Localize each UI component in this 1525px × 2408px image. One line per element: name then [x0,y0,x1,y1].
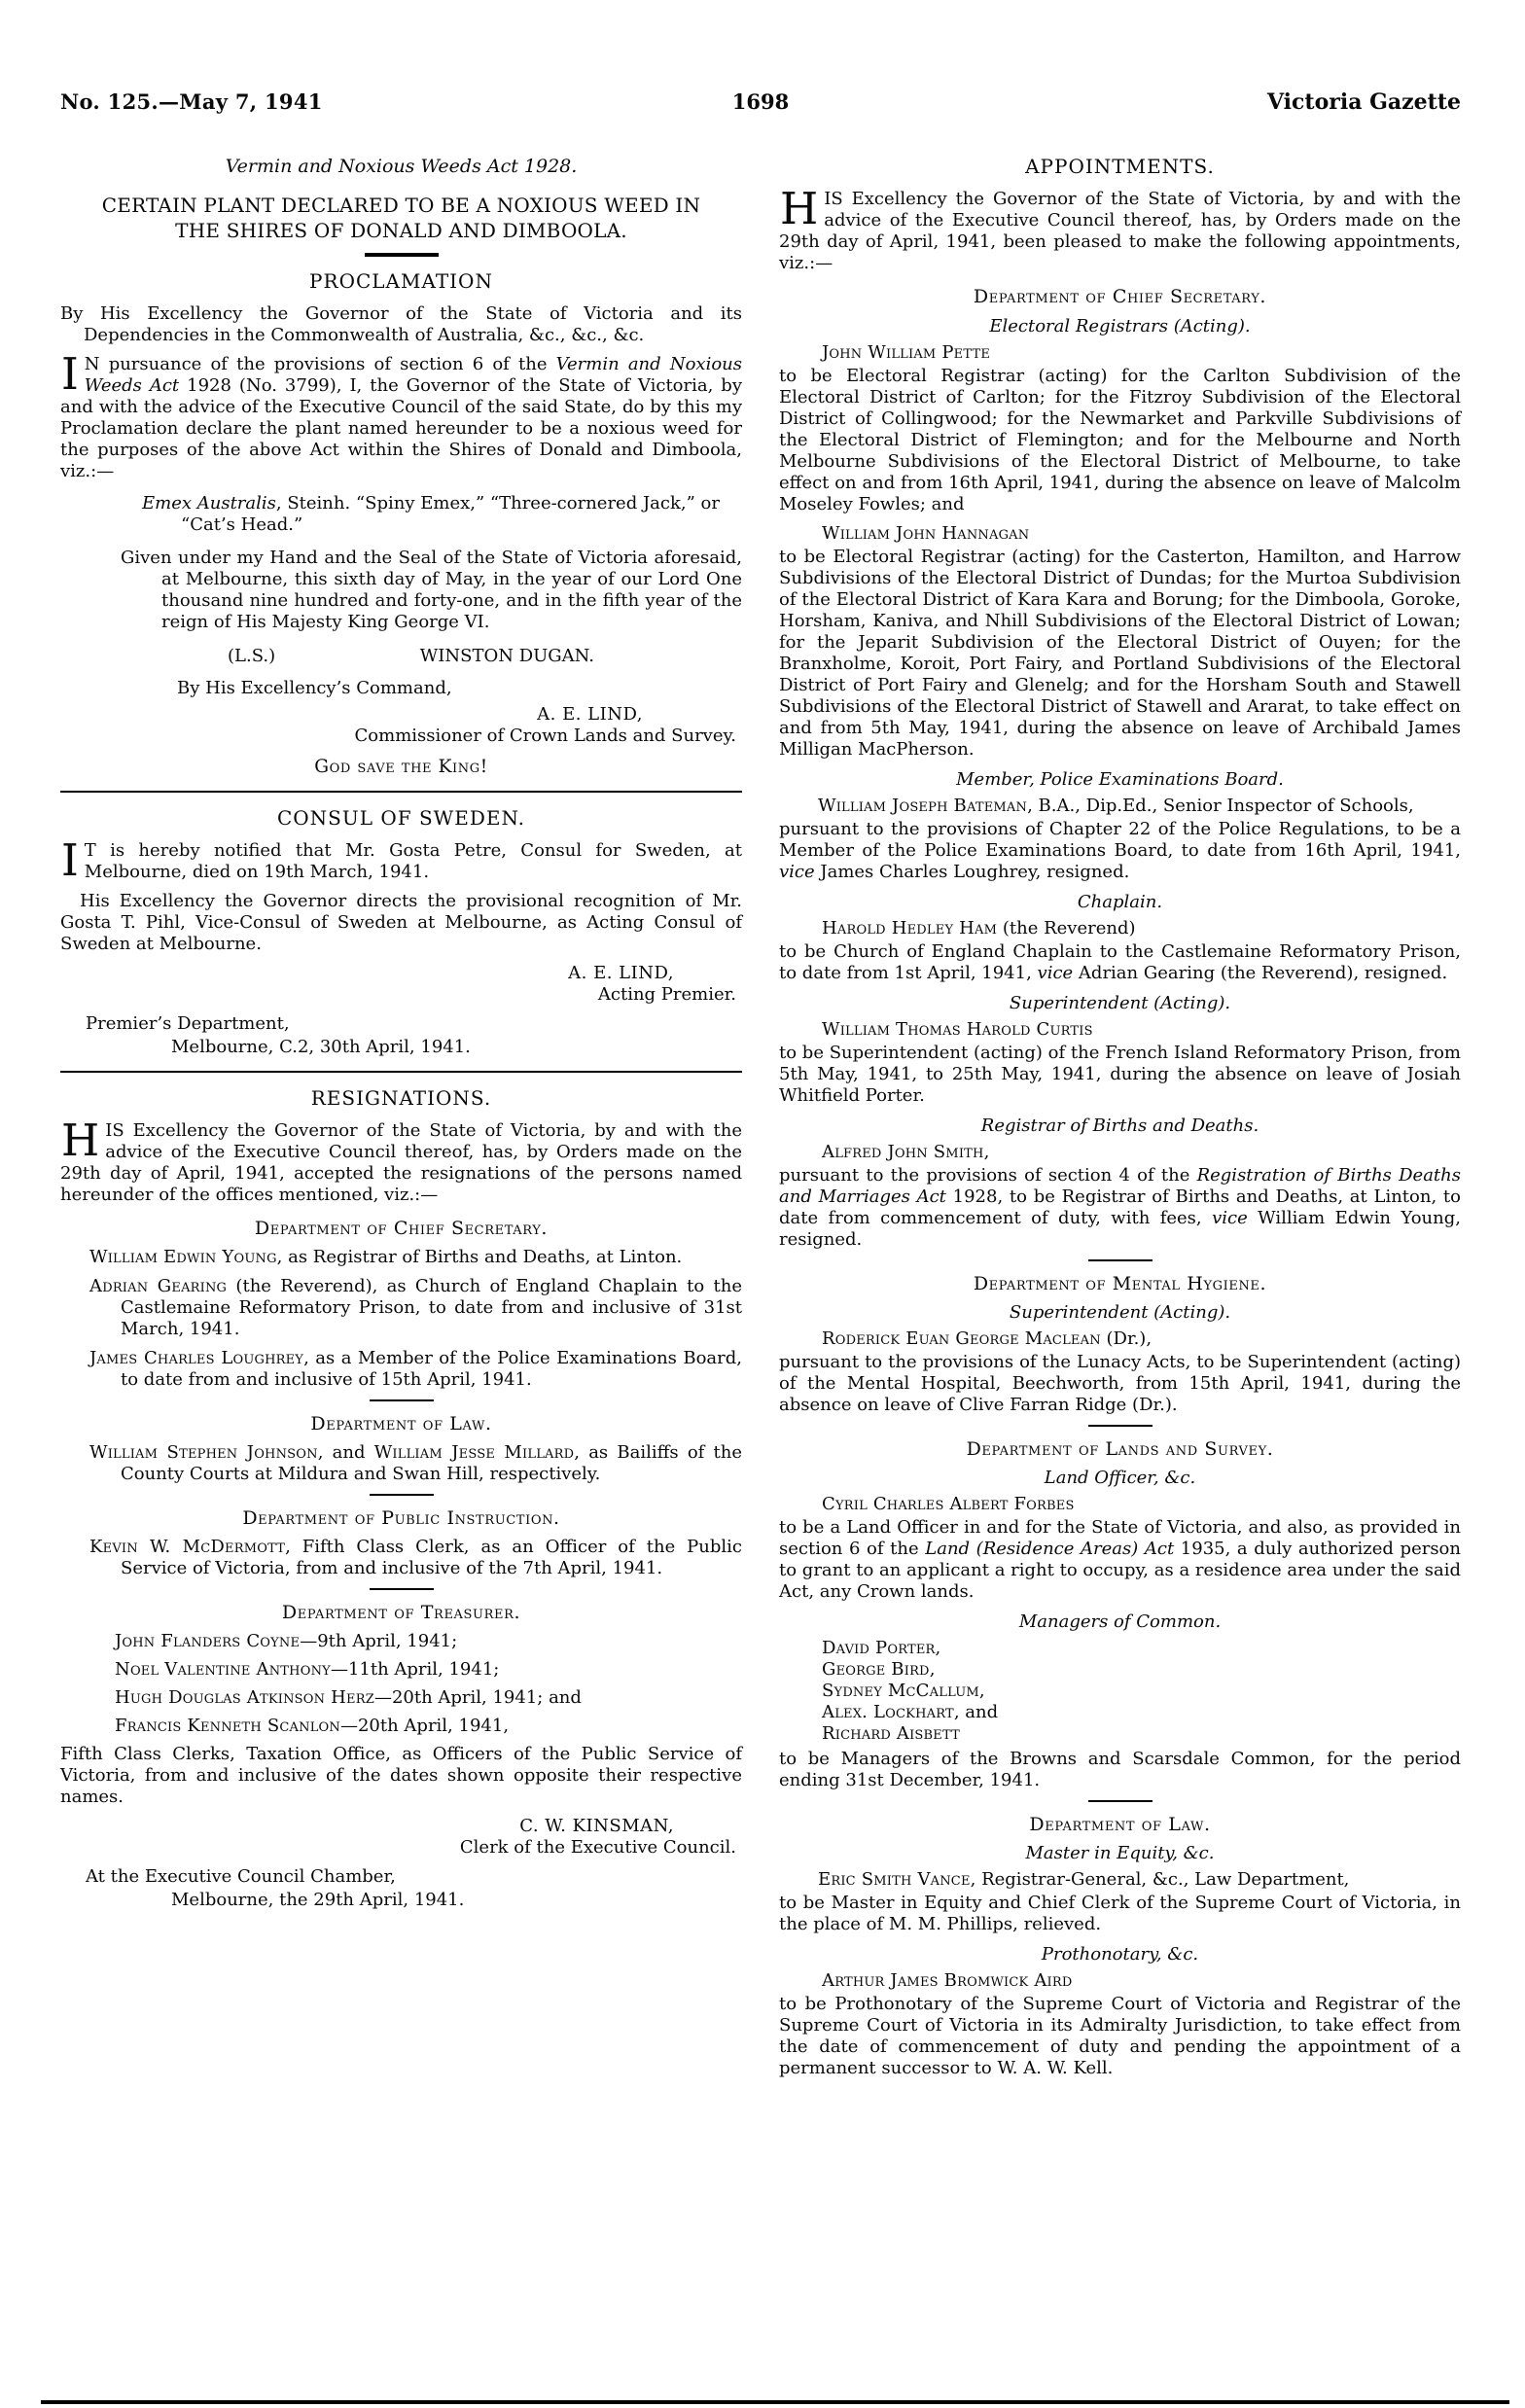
entry-text: , and [317,1442,374,1463]
notice-heading: CERTAIN PLANT DECLARED TO BE A NOXIOUS WEED IN THE SHIRES OF DONALD AND DIMBOOLA. [101,194,701,242]
council-chamber-date: Melbourne, the 29th April, 1941. [171,1890,465,1910]
vice-italic: vice [1037,963,1074,983]
weed-declaration [60,493,742,536]
page-bottom-rule [41,2400,1509,2404]
drop-cap-i: I [61,348,79,400]
resignation-date: —20th April, 1941; and [373,1687,582,1708]
appointee-name: John William Pette [822,342,991,363]
act-name-italic: Land (Residence Areas) Act [925,1539,1175,1559]
governor-signature: WINSTON DUGAN. [419,646,594,666]
appointment-body: to be Superintendent (acting) of the French Island Reformatory Prison, from 5th May, 1941, to 25th May, 1941, during the absence on leave of Josiah Whitfield Porter. [779,1043,1461,1106]
appointee-credentials: , B.A., Dip.Ed., Senior Inspector of Schools, [1027,796,1414,816]
person-name: George Bird [822,1659,930,1680]
resignation-entry [60,1276,742,1340]
appointment-body: to be Master in Equity and Chief Clerk of the Supreme Court of Victoria, in the place of M. M. Phillips, relieved. [779,1893,1461,1934]
weed-common-names: , Steinh. “Spiny Emex,” “Three-cornered Jack,” or “Cat’s Head.” [181,493,720,535]
consul-title: CONSUL OF SWEDEN. [276,806,526,830]
resignation-entry [60,1348,742,1391]
person-name: Hugh Douglas Atkinson Herz [115,1687,374,1708]
dept-heading-chief-secretary: Department of Chief Secretary. [254,1218,549,1239]
appointment-body [779,1165,1461,1251]
signatory-title: Commissioner of Crown Lands and Survey. [354,726,736,746]
name-tail: , [929,1659,936,1680]
entry-text: , as Registrar of Births and Deaths, at Linton. [276,1247,683,1267]
resignation-date: —11th April, 1941; [330,1659,500,1680]
role-heading-registrar-births-deaths: Registrar of Births and Deaths. [980,1115,1259,1136]
dept-heading-mental-hygiene: Department of Mental Hygiene. [973,1273,1267,1294]
manager-name-line [779,1681,1461,1702]
command-line: By His Excellency’s Command, [177,678,452,698]
person-name: Sydney McCallum [822,1681,979,1701]
body-text: pursuant to the provisions of Chapter 22 of the Police Regulations, to be a Member of the Police Examinations Board, to date from 16th April, 1941, [779,819,1461,861]
role-heading-land-officer: Land Officer, &c. [1044,1468,1196,1488]
appointment-body: to be Managers of the Browns and Scarsdale Common, for the period ending 31st December, 1941. [779,1749,1461,1790]
council-chamber-line: At the Executive Council Chamber, [86,1866,396,1887]
resignation-entry [60,1537,742,1579]
appointment-body [779,941,1461,984]
proclamation-body-pre: N pursuance of the provisions of section 6 of the [84,354,556,374]
appointments-title: APPOINTMENTS. [1025,155,1215,178]
entry-text: , Fifth Class Clerk, as an Officer of the Public Service of Victoria, from and inclusive of the 7th April, 1941. [121,1537,742,1578]
heading-divider-rule [365,253,439,257]
appointee-name-line [779,918,1461,939]
god-save-the-king: God save the King! [314,757,488,777]
resignations-intro [60,1115,742,1206]
department-divider-rule [1088,1425,1153,1427]
appointee-name-line [779,1869,1461,1891]
role-heading-master-in-equity: Master in Equity, &c. [1025,1843,1215,1863]
weed-species-italic: Emex Australis [142,493,276,513]
role-heading-electoral-registrars: Electoral Registrars (Acting). [989,316,1251,336]
clerk-resignation [60,1687,742,1709]
page-number: 1698 [731,89,790,114]
department-divider-rule [370,1399,434,1401]
given-under-clause: Given under my Hand and the Seal of the State of Victoria aforesaid, at Melbourne, this sixth day of May, in the year of our Lord One thousand nine hundred and forty-one, and in the fifth year of the reign of His Majesty King George VI. [121,548,742,632]
body-text: 1928, to be Registrar of Births and Deaths, at Linton, to date from commencement of duty, with fees, [779,1186,1461,1228]
manager-name-line [779,1702,1461,1723]
manager-name-line [779,1723,1461,1745]
person-name: Francis Kenneth Scanlon [115,1716,340,1736]
department-divider-rule [1088,1800,1153,1802]
department-divider-rule [370,1494,434,1496]
person-name: William Stephen Johnson [89,1442,318,1463]
person-name: John Flanders Coyne [115,1631,301,1651]
drop-cap-h: H [61,1115,100,1166]
dept-heading-law: Department of Law. [310,1413,492,1434]
vice-italic: vice [779,862,815,882]
body-text: Adrian Gearing (the Reverend), resigned. [1073,963,1448,983]
proclamation-body [60,348,742,482]
vice-italic: vice [1212,1208,1248,1228]
appointee-name: Alfred John Smith, [822,1142,990,1162]
appointments-intro [779,183,1461,274]
appointment-body: pursuant to the provisions of the Lunacy Acts, to be Superintendent (acting) of the Mental Hospital, Beechworth, from 15th April, 1941, during the absence on leave of Clive Farran Ridge (Dr.). [779,1352,1461,1415]
dept-heading-public-instruction: Department of Public Instruction. [242,1507,560,1529]
appointment-body: to be Electoral Registrar (acting) for the Carlton Subdivision of the Electoral District of Carlton; for the Fitzroy Subdivision of the Electoral District of Collingwood; for the Newmarket and Parkville Subdivisions of the Electoral District of Flemington; and for the Melbourne and North Melbourne Subdivisions of the Electoral District of Melbourne, to take effect on and from 16th April, 1941, during the absence on leave of Malcolm Moseley Fowles; and [779,366,1461,514]
act-title: Vermin and Noxious Weeds Act 1928. [225,156,578,177]
appointee-suffix: (the Reverend) [997,918,1136,938]
entry-text: , as a Member of the Police Examinations Board, to date from and inclusive of 15th April, 1941. [121,1348,742,1390]
appointment-body [779,1517,1461,1603]
premiers-department-address: Melbourne, C.2, 30th April, 1941. [171,1037,471,1057]
appointee-name: William Thomas Harold Curtis [822,1019,1093,1040]
name-tail: , [935,1638,941,1658]
name-tail: , [978,1681,985,1701]
appointee-name: William John Hannagan [822,523,1030,544]
manager-name-line [779,1659,1461,1681]
dept-heading-law: Department of Law. [1029,1814,1211,1835]
resignation-date: —9th April, 1941; [300,1631,458,1651]
drop-cap-i: I [61,834,79,886]
appointee-name: Cyril Charles Albert Forbes [822,1494,1075,1514]
section-divider-rule [60,791,742,793]
appointee-name-line [779,1328,1461,1350]
clerk-resignation [60,1716,742,1737]
clerk-resignation [60,1659,742,1681]
proclamation-body-post: 1928 (No. 3799), I, the Governor of the State of Victoria, by and with the advice of the Executive Council of the said State, do by this my Proclamation declare the plant named hereunder to be a noxious weed for the purposes of the above Act within the Shires of Donald and Dimboola, viz.:— [60,375,742,481]
issue-number: No. 125.—May 7, 1941 [60,89,323,114]
right-column [779,156,1461,2087]
dept-heading-treasurer: Department of Treasurer. [281,1602,521,1623]
person-name: Kevin W. McDermott [89,1537,286,1557]
consul-notice-text: T is hereby notified that Mr. Gosta Petre, Consul for Sweden, at Melbourne, died on 19th March, 1941. [84,840,742,882]
name-tail: , and [953,1702,999,1722]
person-name: William Edwin Young [89,1247,277,1267]
appointee-name: Arthur James Bromwick Aird [822,1970,1073,1991]
left-column [60,156,742,1911]
entry-text: (the Reverend), as Church of England Chaplain to the Castlemaine Reformatory Prison, to date from and inclusive of 31st March, 1941. [121,1276,742,1339]
entry-text: , as Bailiffs of the County Courts at Mildura and Swan Hill, respectively. [121,1442,743,1484]
role-heading-police-board: Member, Police Examinations Board. [956,769,1284,790]
signatory-name: C. W. KINSMAN, [519,1816,674,1836]
appointment-body: to be Electoral Registrar (acting) for the Casterton, Hamilton, and Harrow Subdivisions of the Electoral District of Dundas; for the Murtoa Subdivision of the Electoral District of Kara Kara and Borung; for the Dimboola, Goroke, Horsham, Kaniva, and Nhill Subdivisions of the Electoral District of Lowan; for the Jeparit Subdivision of the Electoral District of Ouyen; for the Branxholme, Koroit, Port Fairy, and Portland Subdivisions of the Electoral District of Port Fairy and Glenelg; and for the Horsham South and Stawell Subdivisions of the Electoral District of Stawell and Ararat, to take effect on and from 5th May, 1941, during the absence on leave of Archibald James Milligan MacPherson. [779,547,1461,760]
act-name-italic: Registration of Births Deaths and Marriages Act [779,1165,1462,1207]
section-divider-rule [60,1071,742,1073]
appointments-intro-text: IS Excellency the Governor of the State of Victoria, by and with the advice of the Executive Council thereof, has, by Orders made on the 29th day of April, 1941, been pleased to make the following appointments, viz.:— [779,189,1461,273]
act-name-italic: Vermin and Noxious Weeds Act [84,354,742,396]
appointee-name: William Joseph Bateman [818,796,1028,816]
signature-block-lind [60,704,742,747]
person-name: Adrian Gearing [89,1276,228,1296]
appointee-name: Roderick Euan George Maclean [822,1328,1101,1349]
page-columns [0,115,1525,2087]
appointee-credentials: , Registrar-General, &c., Law Department, [970,1869,1350,1890]
resignation-entry [60,1247,742,1268]
proclamation-title: PROCLAMATION [309,269,493,293]
person-name: Alex. Lockhart [822,1702,954,1722]
appointee-suffix: (Dr.), [1100,1328,1153,1349]
person-name: Noel Valentine Anthony [115,1659,331,1680]
appointee-name: Harold Hedley Ham [822,918,998,938]
role-heading-managers-of-common: Managers of Common. [1018,1611,1222,1632]
body-text: to be a Land Officer in and for the State of Victoria, and also, as provided in section 6 of the [779,1517,1461,1559]
dept-heading-chief-secretary: Department of Chief Secretary. [973,286,1267,307]
appointee-name: Eric Smith Vance [818,1869,971,1890]
body-text: 1935, a duly authorized person to grant to an applicant a right to occupy, as a residence area under the said Act, any Crown lands. [779,1539,1461,1602]
person-name: Richard Aisbett [822,1723,960,1744]
person-name: David Porter [822,1638,936,1658]
manager-name-line [779,1638,1461,1659]
gazette-title: Victoria Gazette [1267,89,1461,115]
clerk-resignation [60,1631,742,1652]
drop-cap-h: H [780,183,819,234]
role-heading-superintendent: Superintendent (Acting). [1009,993,1231,1013]
appointment-body [779,819,1461,883]
treasurer-footnote: Fifth Class Clerks, Taxation Office, as Officers of the Public Service of Victoria, from and inclusive of the dates shown opposite their respective names. [60,1744,742,1807]
body-text: William Edwin Young, resigned. [779,1208,1461,1250]
signatory-title: Acting Premier. [597,984,736,1005]
body-text: to be Church of England Chaplain to the Castlemaine Reformatory Prison, to date from 1st April, 1941, [779,941,1461,983]
body-text: James Charles Loughrey, resigned. [814,862,1130,882]
signature-block-acting-premier [60,963,742,1006]
department-divider-rule [1088,1259,1153,1261]
resignation-entry [60,1442,742,1485]
person-name: James Charles Loughrey [89,1348,304,1368]
role-heading-chaplain: Chaplain. [1077,892,1163,912]
proclamation-preamble: By His Excellency the Governor of the State of Victoria and its Dependencies in the Commonwealth of Australia, &c., &c., &c. [60,303,742,345]
consul-notice [60,834,742,886]
person-name: William Jesse Millard [373,1442,575,1463]
seal-mark: (L.S.) [228,646,276,666]
seal-signature-line [60,641,742,671]
role-heading-superintendent-acting: Superintendent (Acting). [1009,1302,1231,1323]
resignations-title: RESIGNATIONS. [310,1086,492,1110]
role-heading-prothonotary: Prothonotary, &c. [1041,1944,1199,1965]
department-divider-rule [370,1588,434,1590]
resignations-intro-text: IS Excellency the Governor of the State of Victoria, by and with the advice of the Executive Council thereof, has, by Orders made on the 29th day of April, 1941, accepted the resignations of the persons named hereunder of the offices mentioned, viz.:— [60,1120,742,1205]
consul-recognition: His Excellency the Governor directs the provisional recognition of Mr. Gosta T. Pihl, Vice-Consul of Sweden at Melbourne, as Acting Consul of Sweden at Melbourne. [60,891,742,954]
appointment-body: to be Prothonotary of the Supreme Court of Victoria and Registrar of the Supreme Court of Victoria in its Admiralty Jurisdiction, to take effect from the date of commencement of duty and pending the appointment of a permanent successor to W. A. W. Kell. [779,1994,1461,2078]
body-text: pursuant to the provisions of section 4 of the [779,1165,1197,1186]
resignation-date: —20th April, 1941, [339,1716,510,1736]
signature-block-kinsman [60,1816,742,1859]
signatory-name: A. E. LIND, [537,704,643,725]
premiers-department-line: Premier’s Department, [86,1013,290,1034]
masthead [0,0,1525,115]
signatory-title: Clerk of the Executive Council. [459,1837,736,1858]
dept-heading-lands-survey: Department of Lands and Survey. [966,1438,1274,1460]
signatory-name: A. E. LIND, [568,963,674,983]
appointee-name-line [779,796,1461,817]
